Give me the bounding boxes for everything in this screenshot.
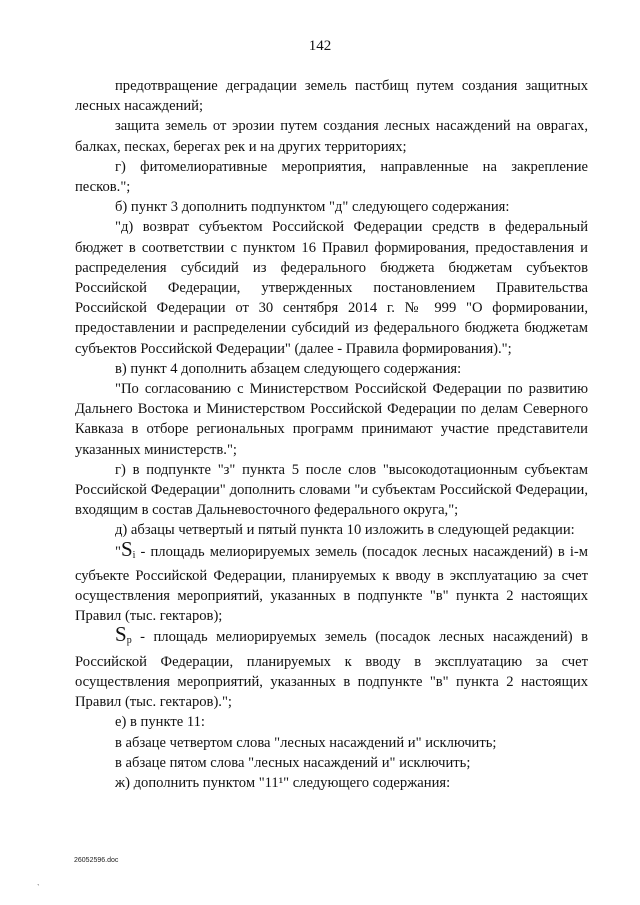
paragraph: г) в подпункте "з" пункта 5 после слов "высокодотационным субъектам Российской Федерации" дополнить словами "и субъектам Российской Федерации, входящим в состав Дальневосточного федерального округа,"; [75, 461, 588, 519]
paragraph: д) абзацы четвертый и пятый пункта 10 изложить в следующей редакции: [115, 522, 575, 539]
formula-subscript: р [126, 635, 132, 647]
formula-subscript: i [132, 549, 136, 561]
formula-symbol: S [120, 536, 133, 561]
paragraph: "По согласованию с Министерством Российской Федерации по развитию Дальнего Востока и Министерством Российской Федерации по делам Северного Кавказа в отборе региональных программ принимают участие представители указанных министерств."; [75, 381, 588, 458]
paragraph: в абзаце четвертом слова "лесных насаждений и" исключить; [115, 734, 497, 751]
document-body [75, 76, 588, 793]
formula-symbol: S [115, 622, 127, 647]
paragraph: г) фитомелиоративные мероприятия, направленные на закрепление песков."; [75, 158, 588, 196]
paragraph: е) в пункте 11: [115, 714, 205, 731]
paragraph: в) пункт 4 дополнить абзацем следующего содержания: [115, 360, 462, 377]
formula-definition [75, 622, 588, 712]
formula-definition [75, 536, 588, 627]
formula-description: - площадь мелиорируемых земель (посадок лесных насаждений) в Российской Федерации, планируемых к вводу в эксплуатацию за счет осуществления мероприятий, указанных в подпункте "в" пункта 2 настоящих Правил (тыс. гектаров)."; [75, 629, 588, 711]
paragraph: предотвращение деградации земель пастбищ путем создания защитных лесных насаждений; [75, 78, 588, 115]
footer-mark: ` [37, 883, 40, 892]
footer-filename: 26052596.doc [74, 857, 119, 864]
paragraph: ж) дополнить пунктом "11¹" следующего содержания: [115, 774, 451, 791]
formula-description: - площадь мелиорируемых земель (посадок лесных насаждений) в i-м субъекте Российской Федерации, планируемых к вводу в эксплуатацию за счет осуществления мероприятий, указанных в подпункте "в" пункта 2 настоящих Правил (тыс. гектаров); [75, 543, 588, 625]
paragraph: в абзаце пятом слова "лесных насаждений и" исключить; [115, 754, 471, 771]
page-number: 142 [308, 38, 332, 54]
quote-mark: " [115, 543, 121, 560]
paragraph: "д) возврат субъектом Российской Федерации средств в федеральный бюджет в соответствии с пунктом 16 Правил формирования, предоставления и распределения субсидий из федерального бюджета бюджетам субъектов Российской Федерации, утвержденных постановлением Правительства Российской Федерации от 30 сентября 2014 г. № 999 "О формировании, предоставлении и распределении субсидий из федерального бюджета бюджетам субъектов Российской Федерации" (далее - Правила формирования)."; [75, 219, 588, 357]
paragraph: защита земель от эрозии путем создания лесных насаждений на оврагах, балках, песках, берегах рек и на других территориях; [75, 118, 588, 155]
paragraph: б) пункт 3 дополнить подпунктом "д" следующего содержания: [115, 199, 510, 216]
